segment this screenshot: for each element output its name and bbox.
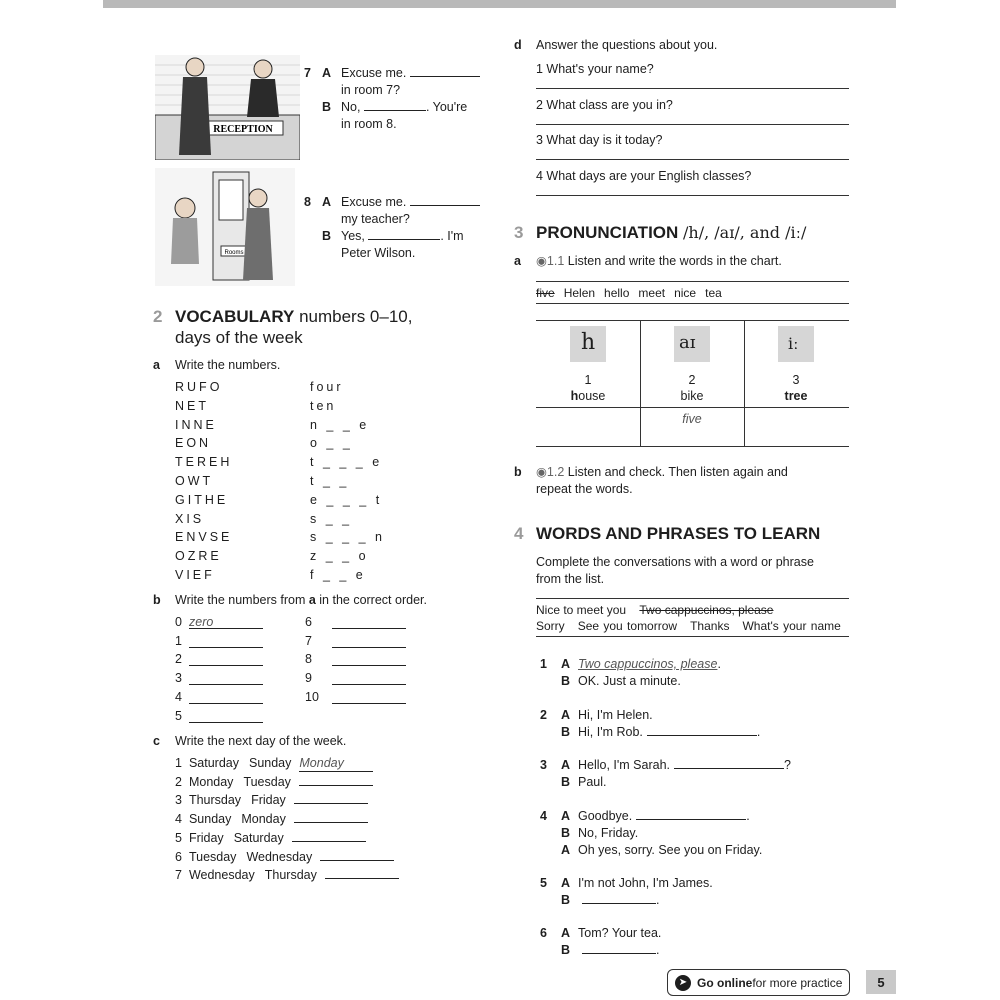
exercise-2b-letter: b <box>153 593 161 607</box>
order-answer-blank[interactable] <box>189 690 263 704</box>
conversation-line <box>578 809 750 824</box>
conversation-line <box>578 843 762 858</box>
conversation-line <box>578 657 721 672</box>
q8-speaker-a: A <box>322 195 332 209</box>
order-number: 10 <box>305 689 319 704</box>
anagram-answer[interactable]: s _ _ _ n <box>310 530 385 545</box>
order-number: 0 <box>175 615 182 629</box>
day-second: Sunday <box>248 756 292 770</box>
conversation-example-answer: Two cappuccinos, please <box>578 657 718 671</box>
anagram-answer: ten <box>310 398 337 413</box>
chart-col-word-tree: tree <box>784 389 808 403</box>
q8-blank-a[interactable] <box>410 204 480 206</box>
chart-col-word-bike: bike <box>680 389 704 403</box>
day-second: Tuesday <box>243 774 291 789</box>
conversation-text: Oh yes, sorry. See you on Friday. <box>578 842 763 857</box>
anagram-answer[interactable]: t _ _ _ e <box>310 455 383 470</box>
q7-b-line1: No, . You're <box>341 100 468 114</box>
section-2-subheading: days of the week <box>175 328 303 347</box>
order-example-answer: zero <box>189 615 214 629</box>
day-second: Wednesday <box>246 849 313 864</box>
anagram-scrambled: OZRE <box>175 549 222 564</box>
conversation-speaker: A <box>561 926 571 940</box>
anagram-answer[interactable]: o _ _ <box>310 436 353 451</box>
exercise-2a-instruction: Write the numbers. <box>175 358 281 372</box>
reception-illustration <box>155 55 300 160</box>
anagram-scrambled: VIEF <box>175 568 215 582</box>
q7-b-line2: in room 8. <box>341 117 397 131</box>
conversation-line <box>578 943 659 958</box>
chart-col-number: 1 <box>584 373 592 387</box>
bike-sound-icon: aɪ <box>674 326 710 362</box>
phrase-box-bottom-rule <box>536 636 849 637</box>
conversation-speaker: B <box>561 775 571 789</box>
exercise-3a-instruction: ◉1.1 Listen and write the words in the chart. <box>536 254 782 268</box>
day-row-number: 1 <box>175 756 182 770</box>
exercise-d-instruction: Answer the questions about you. <box>536 38 718 52</box>
conversation-blank[interactable] <box>674 767 784 769</box>
day-row <box>175 756 373 772</box>
about-you-question: 4 What days are your English classes? <box>536 168 752 183</box>
order-answer-blank[interactable] <box>189 652 263 666</box>
section-3-number: 3 <box>514 223 524 242</box>
day-row <box>175 793 368 808</box>
conversation-line <box>578 926 661 941</box>
anagram-answer[interactable]: s _ _ <box>310 511 353 526</box>
house-sound-icon: h <box>570 326 606 362</box>
exercise-d-letter: d <box>514 38 522 52</box>
anagram-answer[interactable]: n _ _ e <box>310 417 370 432</box>
next-day-blank[interactable] <box>294 803 368 804</box>
anagram-scrambled: TEREH <box>175 455 233 470</box>
cursor-icon: ➤ <box>675 975 691 991</box>
section-4-heading: WORDS AND PHRASES TO LEARN <box>536 524 821 543</box>
conversation-line <box>578 876 713 891</box>
exercise-3b-instruction-line1: ◉1.2 Listen and check. Then listen again and <box>536 465 788 479</box>
next-day-blank[interactable] <box>320 860 394 861</box>
conversation-line <box>578 826 638 841</box>
day-row <box>175 812 368 827</box>
section-4-instruction-line1: Complete the conversations with a word or phrase <box>536 555 814 569</box>
phrase-box-row2: Sorry See you tomorrow Thanks What's your name <box>536 619 841 633</box>
conversation-punct: . <box>717 657 721 671</box>
about-you-question: 3 What day is it today? <box>536 133 663 147</box>
word-box-item: Helen <box>563 286 596 300</box>
day-first: Wednesday <box>188 868 255 883</box>
anagram-scrambled: OWT <box>175 474 214 488</box>
about-you-answer-line[interactable] <box>536 88 849 89</box>
next-day-blank[interactable] <box>292 841 366 842</box>
section-4-number: 4 <box>514 524 524 543</box>
anagram-scrambled: INNE <box>175 417 217 432</box>
day-row-number: 4 <box>175 812 182 827</box>
conversation-speaker: A <box>561 808 571 823</box>
conversation-punct: . <box>756 724 761 739</box>
word-box-item: meet <box>638 286 666 300</box>
conversation-number: 2 <box>540 707 547 722</box>
word-box-item: five <box>536 286 555 300</box>
order-number: 7 <box>305 633 312 648</box>
chart-col-word-house: house <box>570 389 606 403</box>
day-first: Thursday <box>188 793 242 808</box>
order-number: 8 <box>305 652 312 667</box>
next-day-blank[interactable]: Monday <box>299 756 373 772</box>
order-number: 1 <box>175 633 182 648</box>
day-first: Monday <box>188 774 234 789</box>
conversation-punct: . <box>656 943 660 957</box>
order-answer-blank[interactable] <box>332 615 406 629</box>
order-answer-blank[interactable] <box>189 615 263 629</box>
exercise-2b-instruction: Write the numbers from a in the correct order. <box>175 593 427 607</box>
q8-a-line1: Excuse me. <box>341 195 480 210</box>
order-answer-blank[interactable] <box>332 690 406 704</box>
conversation-speaker: A <box>561 842 571 857</box>
q7-blank-a[interactable] <box>410 75 480 77</box>
order-answer-blank[interactable] <box>332 652 406 666</box>
day-first: Friday <box>188 830 224 845</box>
go-online-button[interactable]: ➤ Go online for more practice <box>667 969 850 996</box>
conversation-speaker: B <box>561 724 571 739</box>
chart-example-answer: five <box>682 412 702 426</box>
conversation-speaker: A <box>561 707 571 722</box>
conversation-number: 6 <box>540 926 547 940</box>
conversation-number: 5 <box>540 875 547 890</box>
order-answer-blank[interactable] <box>189 709 263 723</box>
order-answer-blank[interactable] <box>332 634 406 648</box>
exercise-3a-letter: a <box>514 254 521 268</box>
reception-sign: RECEPTION <box>213 124 273 135</box>
section-4-instruction-line2: from the list. <box>536 572 605 586</box>
exercise-2c-letter: c <box>153 734 160 748</box>
q8-a-line2: my teacher? <box>341 212 410 226</box>
anagram-scrambled: NET <box>175 398 209 413</box>
order-number: 4 <box>175 689 182 704</box>
section-3-heading: PRONUNCIATION /h/, /aɪ/, and /iː/ <box>536 223 807 242</box>
door-sign: Rooms <box>224 250 244 256</box>
section-2-heading: VOCABULARY numbers 0–10, <box>175 307 413 326</box>
day-first: Sunday <box>188 812 232 827</box>
anagram-scrambled: EON <box>175 436 212 451</box>
section-2-number: 2 <box>153 307 163 326</box>
day-second: Saturday <box>233 830 284 845</box>
exercise-3b-letter: b <box>514 465 522 479</box>
day-first: Tuesday <box>188 849 237 864</box>
conversation-text: Tom? Your tea. <box>578 926 662 940</box>
conversation-line <box>578 708 653 723</box>
chart-col-number: 2 <box>688 373 696 387</box>
day-second: Thursday <box>264 868 317 883</box>
word-box-bottom-rule <box>536 303 849 304</box>
anagram-scrambled: RUFO <box>175 380 223 394</box>
anagram-scrambled: GITHE <box>175 492 229 507</box>
about-you-question: 1 What's your name? <box>536 62 654 76</box>
conversation-text: Hello, I'm Sarah. <box>578 758 671 772</box>
day-row-number: 3 <box>175 793 182 808</box>
conversation-text: No, Friday. <box>578 825 639 840</box>
conversation-text: Goodbye. <box>578 808 633 823</box>
chart-bottom-rule <box>536 446 849 447</box>
conversation-speaker: B <box>561 892 571 907</box>
conversation-text: Hi, I'm Helen. <box>578 707 653 722</box>
conversation-number: 1 <box>540 657 547 671</box>
q8-speaker-b: B <box>322 229 332 243</box>
word-box-item: hello <box>604 286 630 300</box>
anagram-scrambled: ENVSE <box>175 530 233 545</box>
conversation-blank[interactable] <box>582 952 656 954</box>
day-second: Monday <box>241 812 286 827</box>
about-you-answer-line[interactable] <box>536 124 849 125</box>
page-top-bar <box>103 0 896 8</box>
conversation-text: I'm not John, I'm James. <box>578 875 713 890</box>
conversation-text: Paul. <box>578 775 607 789</box>
anagram-answer[interactable]: f _ _ e <box>310 568 366 582</box>
q7-blank-b[interactable] <box>364 109 426 111</box>
conversation-line <box>578 758 791 773</box>
order-answer-blank[interactable] <box>332 671 406 685</box>
about-you-answer-line[interactable] <box>536 159 849 160</box>
order-number: 5 <box>175 708 182 723</box>
conversation-punct: . <box>656 892 660 907</box>
day-row <box>175 850 394 865</box>
conversation-number: 3 <box>540 758 547 772</box>
conversation-text: Hi, I'm Rob. <box>578 724 643 739</box>
q7-a-line1: Excuse me. <box>341 66 480 81</box>
day-second: Friday <box>251 793 286 808</box>
conversation-text: OK. Just a minute. <box>578 674 681 688</box>
about-you-answer-line[interactable] <box>536 195 849 196</box>
exercise-3b-instruction-line2: repeat the words. <box>536 482 633 496</box>
q7-number: 7 <box>304 66 311 80</box>
next-day-blank[interactable] <box>294 822 368 823</box>
conversation-line <box>578 725 760 740</box>
conversation-line <box>578 893 659 908</box>
audio-icon[interactable]: ◉ <box>536 254 547 268</box>
conversation-line <box>578 674 681 689</box>
order-answer-blank[interactable] <box>189 634 263 648</box>
next-day-blank[interactable] <box>325 878 399 879</box>
day-row-number: 5 <box>175 830 182 845</box>
conversation-number: 4 <box>540 808 547 823</box>
conversation-blank[interactable] <box>582 902 656 904</box>
order-answer-blank[interactable] <box>189 671 263 685</box>
order-number: 3 <box>175 671 182 686</box>
conversation-line <box>578 775 607 790</box>
conversation-blank[interactable] <box>647 734 757 736</box>
day-row <box>175 831 366 846</box>
chart-header-rule <box>536 407 849 408</box>
conversation-speaker: B <box>561 825 571 840</box>
q8-number: 8 <box>304 195 311 209</box>
day-row <box>175 868 399 883</box>
q8-b-line2: Peter Wilson. <box>341 246 416 260</box>
conversation-punct: . <box>746 808 750 823</box>
tree-sound-icon: iː <box>778 326 814 362</box>
q7-speaker-a: A <box>322 66 332 80</box>
chart-top-rule <box>536 320 849 321</box>
next-day-blank[interactable] <box>299 785 373 786</box>
day-row-number: 7 <box>175 868 182 883</box>
q8-blank-b[interactable] <box>368 238 440 240</box>
classroom-door-illustration <box>155 168 295 286</box>
order-number: 9 <box>305 671 312 686</box>
conversation-speaker: B <box>561 674 571 688</box>
exercise-2c-instruction: Write the next day of the week. <box>175 734 347 748</box>
anagram-answer[interactable]: t _ _ <box>310 474 350 488</box>
exercise-2a-letter: a <box>153 358 160 372</box>
order-number: 6 <box>305 615 312 629</box>
conversation-blank[interactable] <box>636 818 746 820</box>
word-box-item: nice <box>674 286 697 300</box>
day-row-number: 6 <box>175 849 182 864</box>
about-you-question: 2 What class are you in? <box>536 97 673 112</box>
audio-icon[interactable]: ◉ <box>536 465 547 479</box>
conversation-punct: ? <box>784 758 791 772</box>
word-box <box>536 286 731 301</box>
word-box-top-rule <box>536 281 849 282</box>
phrase-box-row1: Nice to meet you Two cappuccinos, please <box>536 603 774 617</box>
day-row-number: 2 <box>175 774 182 789</box>
anagram-scrambled: XIS <box>175 511 205 526</box>
chart-col-number: 3 <box>792 373 800 387</box>
phrase-box-top-rule <box>536 598 849 599</box>
conversation-speaker: A <box>561 657 571 671</box>
anagram-answer[interactable]: z _ _ o <box>310 549 369 564</box>
q7-speaker-b: B <box>322 100 332 114</box>
q7-a-line2: in room 7? <box>341 83 401 97</box>
conversation-speaker: B <box>561 943 571 957</box>
q8-b-line1: Yes, . I'm <box>341 229 464 243</box>
day-row <box>175 775 373 790</box>
word-box-item: tea <box>705 286 722 300</box>
anagram-answer[interactable]: e _ _ _ t <box>310 492 383 507</box>
conversation-speaker: A <box>561 875 571 890</box>
day-first: Saturday <box>188 756 239 770</box>
anagram-answer: four <box>310 380 344 394</box>
page-number: 5 <box>866 970 896 994</box>
order-number: 2 <box>175 652 182 667</box>
conversation-speaker: A <box>561 758 571 772</box>
